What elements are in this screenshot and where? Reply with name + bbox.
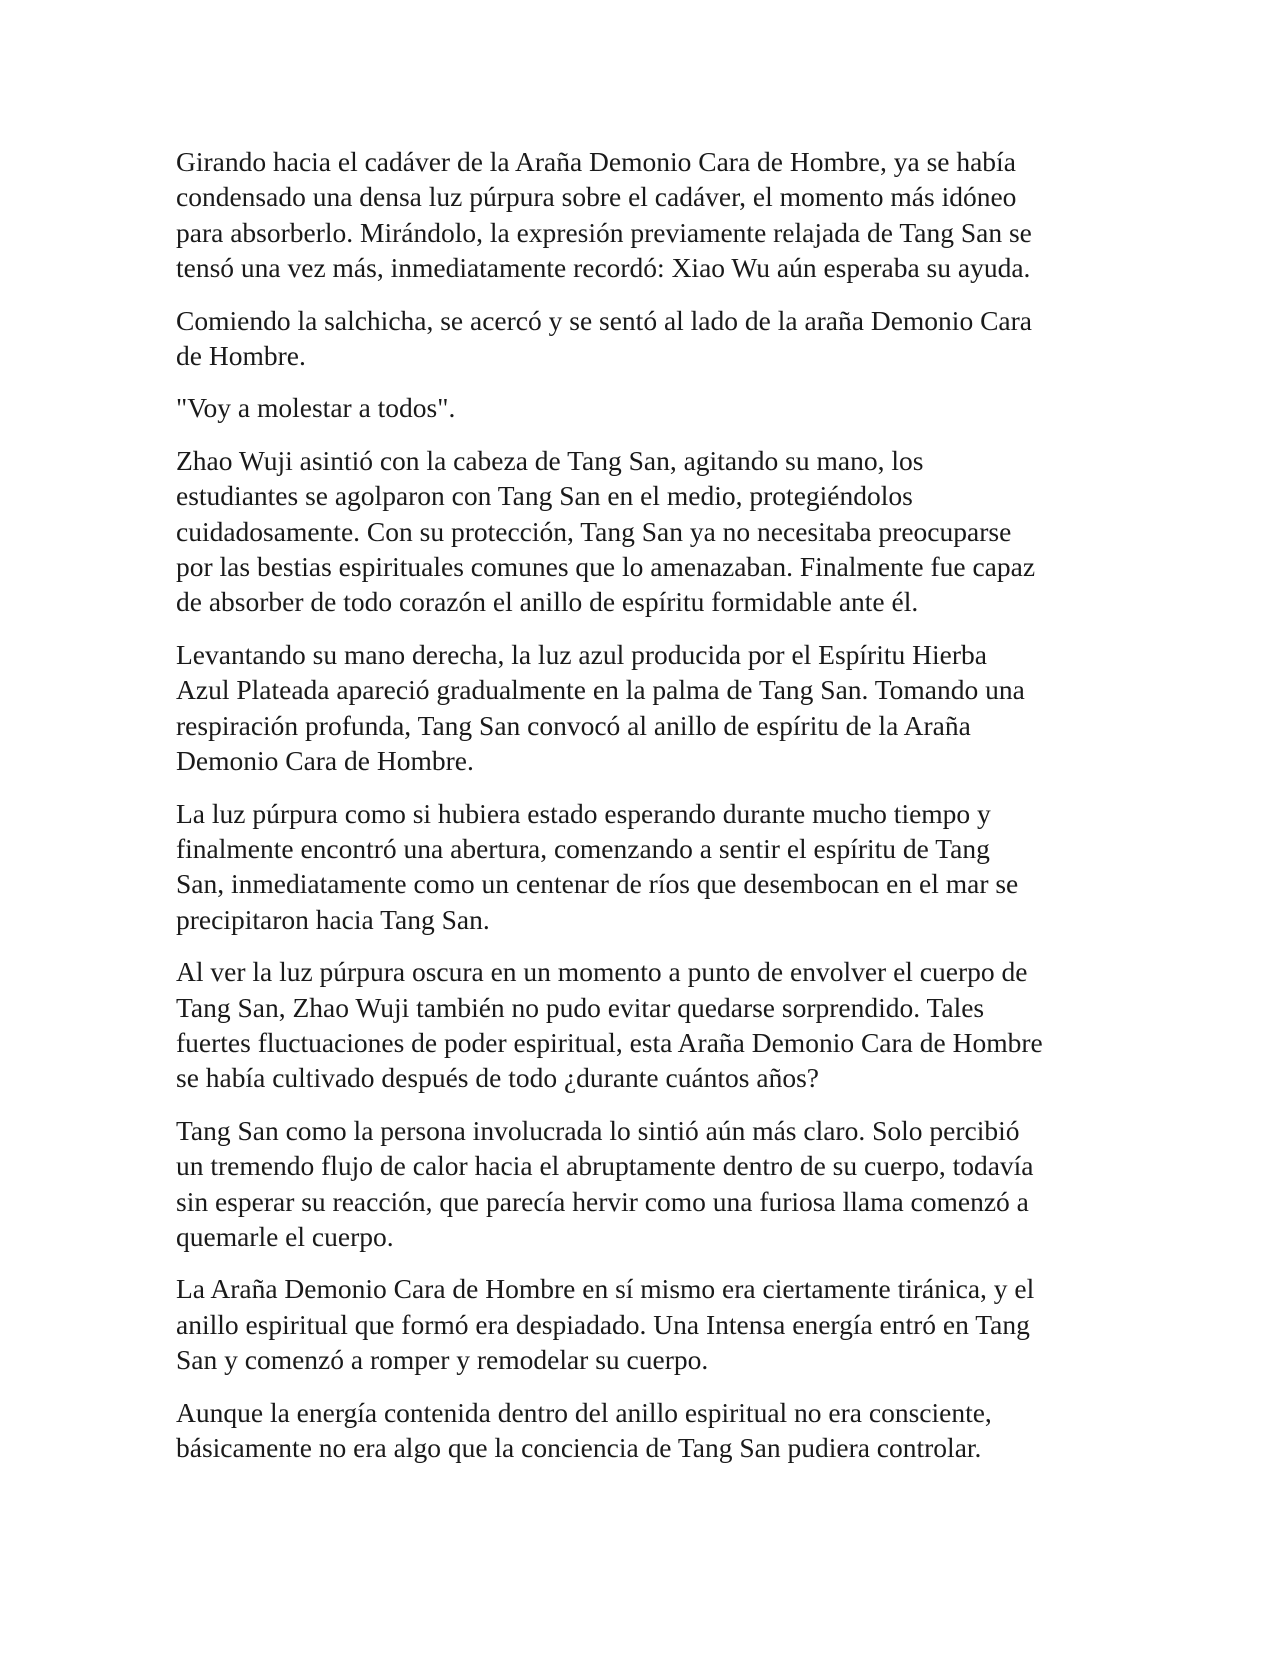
text-line: respiración profunda, Tang San convocó al anillo de espíritu de la Araña — [176, 709, 971, 741]
text-line: básicamente no era algo que la conciencia de Tang San pudiera controlar. — [176, 1432, 982, 1463]
text-line: condensado una densa luz púrpura sobre el cadáver, el momento más idóneo — [176, 181, 1017, 213]
text-line: La luz púrpura como si hubiera estado esperando durante mucho tiempo y — [176, 797, 991, 829]
text-line: fuertes fluctuaciones de poder espiritual, esta Araña Demonio Cara de Hombre — [176, 1026, 1043, 1058]
text-line: Aunque la energía contenida dentro del anillo espiritual no era consciente, — [176, 1396, 992, 1428]
text-line: cuidadosamente. Con su protección, Tang San ya no necesitaba preocuparse — [176, 515, 1012, 547]
text-line: se había cultivado después de todo ¿durante cuántos años? — [176, 1062, 819, 1094]
text-line: Comiendo la salchicha, se acercó y se sentó al lado de la araña Demonio Cara — [176, 304, 1032, 336]
text-line: San, inmediatamente como un centenar de ríos que desembocan en el mar se — [176, 868, 1019, 900]
paragraph — [176, 796, 1096, 938]
text-line: de Hombre. — [176, 340, 306, 372]
text-line: Girando hacia el cadáver de la Araña Demonio Cara de Hombre, ya se había — [176, 146, 1016, 177]
paragraph — [176, 303, 1096, 374]
text-line: un tremendo flujo de calor hacia el abruptamente dentro de su cuerpo, todavía — [176, 1150, 1034, 1182]
text-line: San y comenzó a romper y remodelar su cuerpo. — [176, 1344, 709, 1376]
paragraph — [176, 390, 1096, 425]
text-line: Al ver la luz púrpura oscura en un momento a punto de envolver el cuerpo de — [176, 956, 1028, 988]
paragraph — [176, 1395, 1096, 1466]
paragraph — [176, 1271, 1096, 1377]
text-line: sin esperar su reacción, que parecía hervir como una furiosa llama comenzó a — [176, 1185, 1029, 1217]
text-line: tensó una vez más, inmediatamente recordó: Xiao Wu aún esperaba su ayuda. — [176, 252, 1031, 284]
text-line: para absorberlo. Mirándolo, la expresión previamente relajada de Tang San se — [176, 216, 1032, 248]
paragraph — [176, 954, 1096, 1096]
text-line: finalmente encontró una abertura, comenzando a sentir el espíritu de Tang — [176, 832, 990, 864]
text-line: anillo espiritual que formó era despiadado. Una Intensa energía entró en Tang — [176, 1308, 1030, 1340]
text-line: Azul Plateada apareció gradualmente en la palma de Tang San. Tomando una — [176, 674, 1025, 706]
text-line: Levantando su mano derecha, la luz azul producida por el Espíritu Hierba — [176, 638, 987, 670]
paragraph — [176, 144, 1096, 286]
paragraph — [176, 443, 1096, 620]
text-line: quemarle el cuerpo. — [176, 1220, 394, 1252]
text-line: Tang San como la persona involucrada lo sintió aún más claro. Solo percibió — [176, 1114, 1020, 1146]
text-line: estudiantes se agolparon con Tang San en el medio, protegiéndolos — [176, 480, 913, 512]
paragraph — [176, 637, 1096, 779]
text-line: Zhao Wuji asintió con la cabeza de Tang San, agitando su mano, los — [176, 444, 924, 476]
paragraph — [176, 1113, 1096, 1255]
text-line: La Araña Demonio Cara de Hombre en sí mismo era ciertamente tiránica, y el — [176, 1273, 1035, 1305]
text-line: "Voy a molestar a todos". — [176, 392, 456, 424]
document-body — [176, 144, 1096, 1482]
text-line: por las bestias espirituales comunes que lo amenazaban. Finalmente fue capaz — [176, 551, 1036, 583]
text-line: Demonio Cara de Hombre. — [176, 745, 474, 777]
text-line: de absorber de todo corazón el anillo de espíritu formidable ante él. — [176, 586, 919, 618]
text-line: precipitaron hacia Tang San. — [176, 903, 490, 935]
text-line: Tang San, Zhao Wuji también no pudo evitar quedarse sorprendido. Tales — [176, 991, 985, 1023]
